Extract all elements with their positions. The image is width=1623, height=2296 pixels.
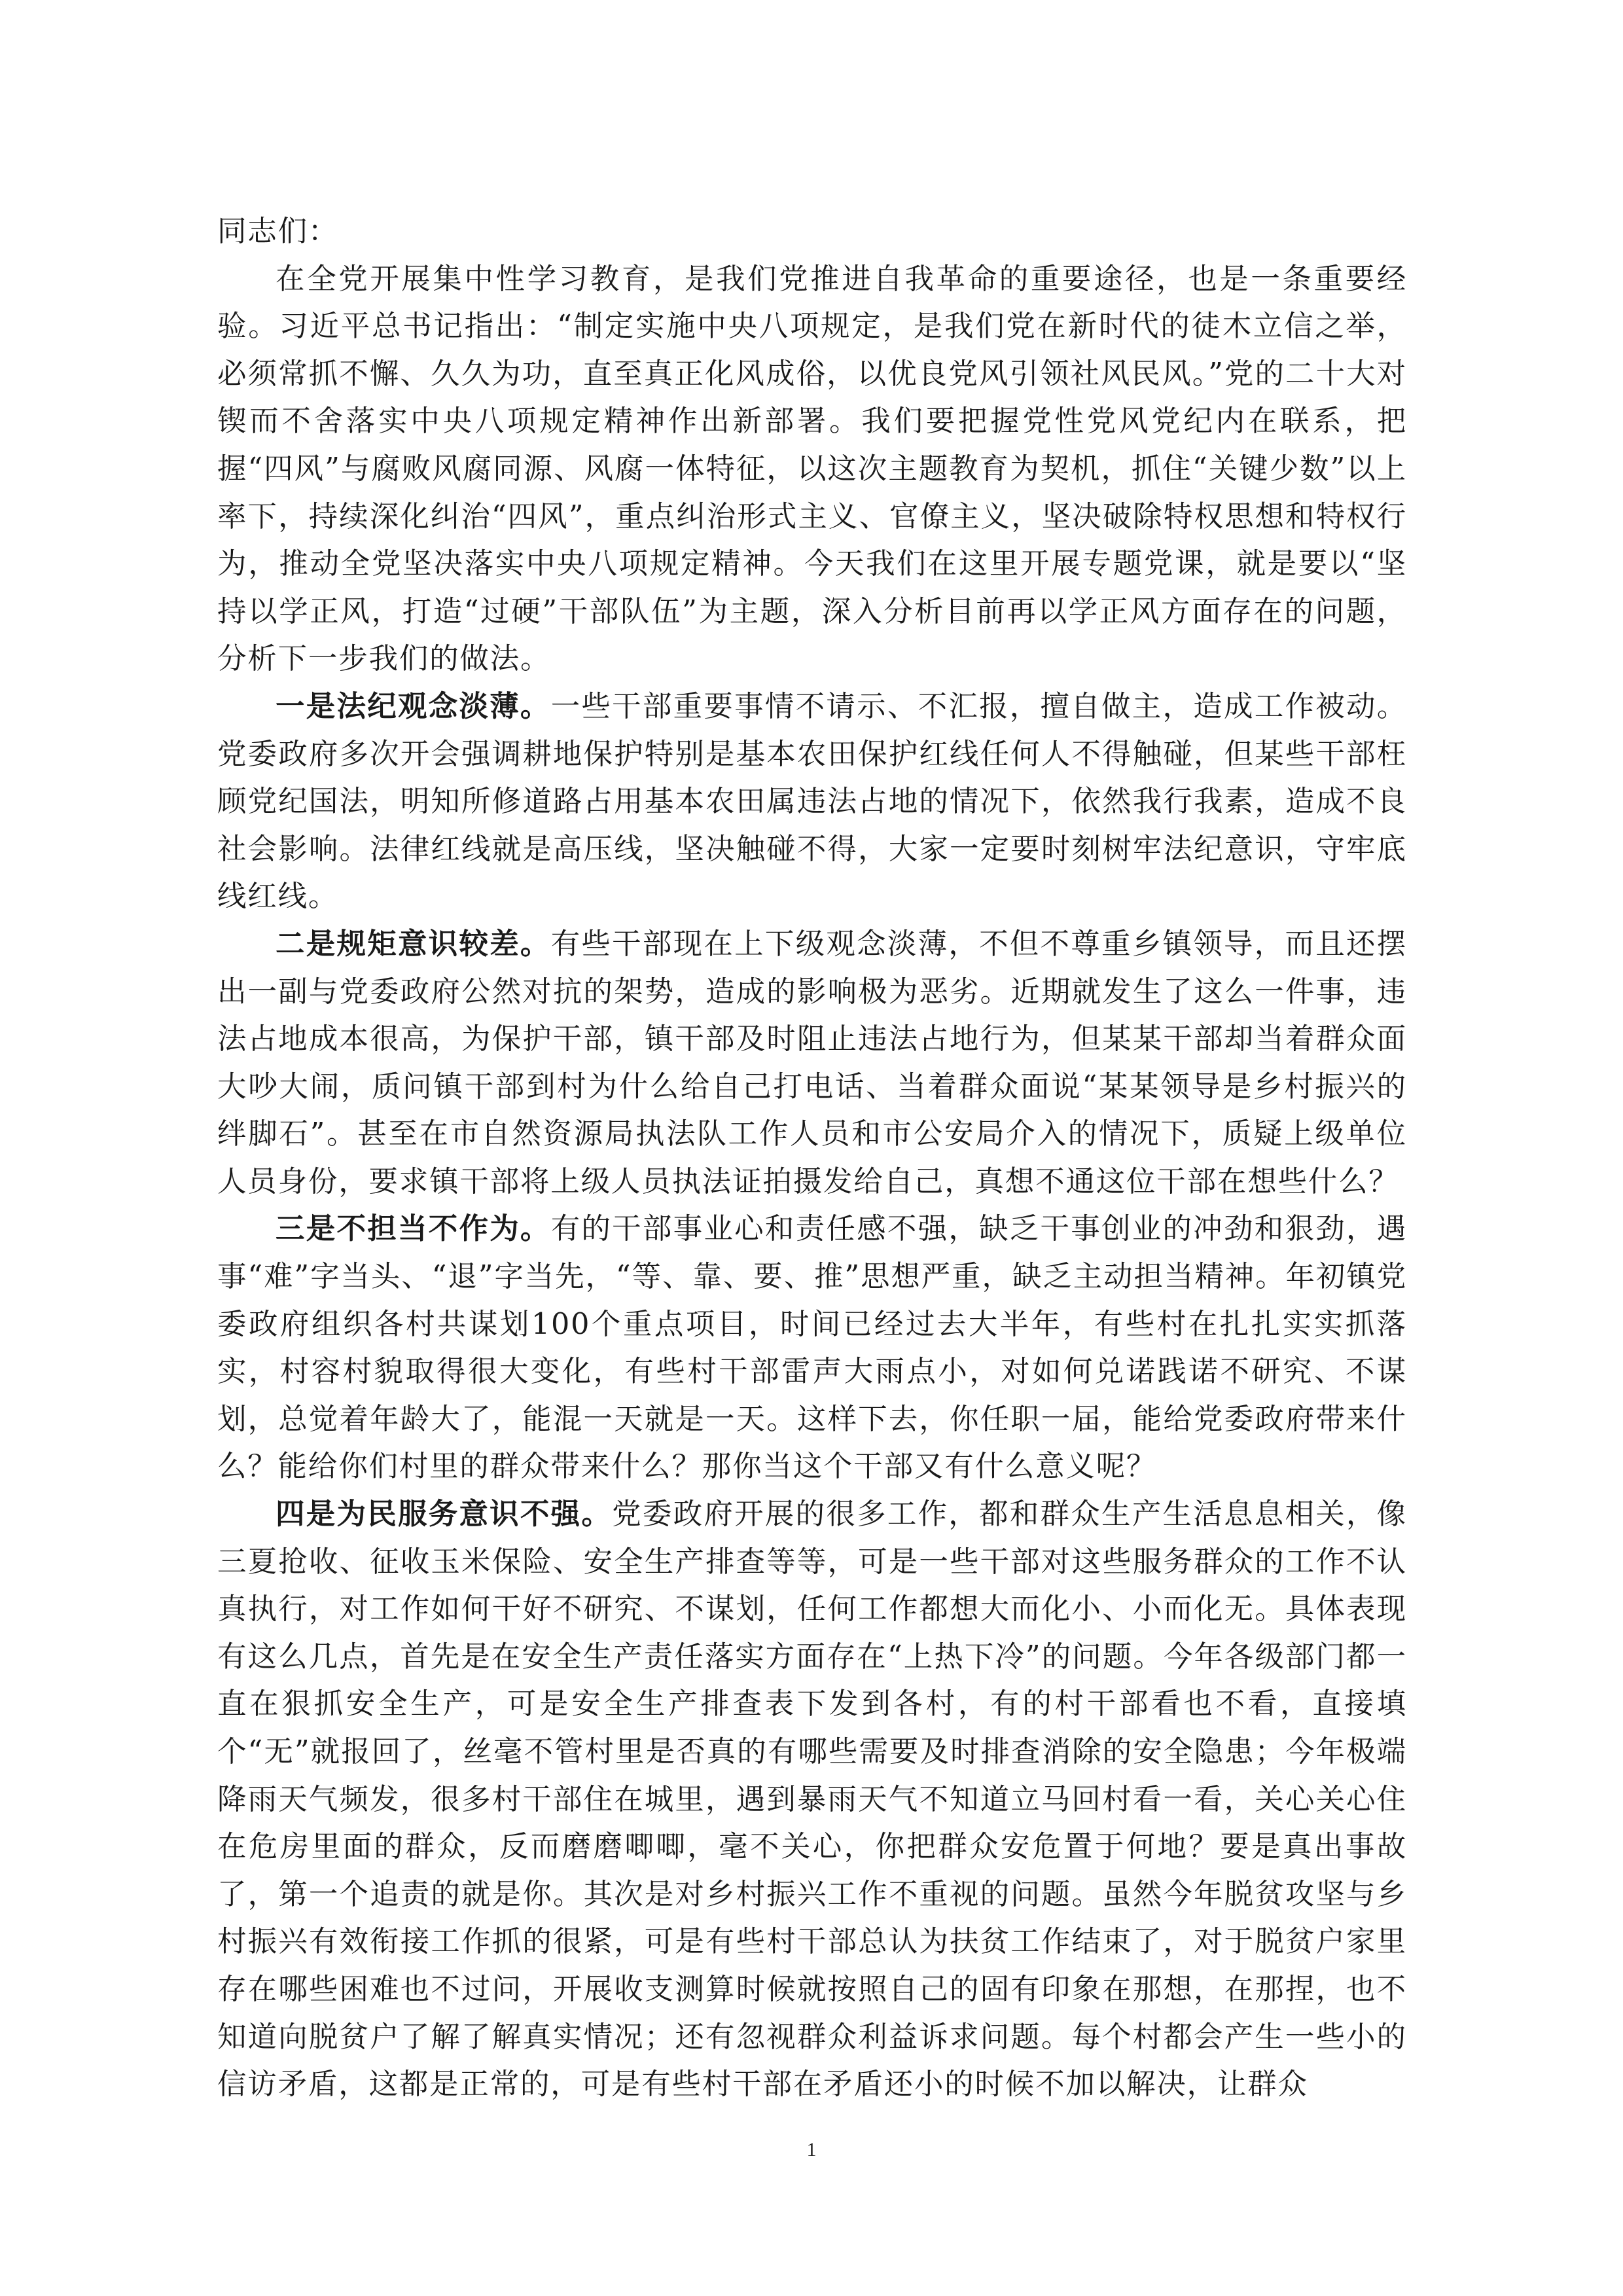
salutation: 同志们： bbox=[217, 215, 339, 248]
section-heading-4: 四是为民服务意识不强。 bbox=[276, 1498, 613, 1532]
section-heading-3: 三是不担当不作为。 bbox=[276, 1212, 551, 1246]
intro-paragraph: 在全党开展集中性学习教育，是我们党推进自我革命的重要途径，也是一条重要经验。习近平总书记指出：“制定实施中央八项规定，是我们党在新时代的徒木立信之举，必须常抓不懈、久久为功，直至真正化风成俗，以优良党风引领社风民风。”党的二十大对锲而不舍落实中央八项规定精神作出新部署。我们要把握党性党风党纪内在联系，把握“四风”与腐败风腐同源、风腐一体特征，以这次主题教育为契机，抓住“关键少数”以上率下，持续深化纠治“四风”，重点纠治形式主义、官僚主义，坚决破除特权思想和特权行为，推动全党坚决落实中央八项规定精神。今天我们在这里开展专题党课，就是要以“坚持以学正风，打造“过硬”干部队伍”为主题，深入分析目前再以学正风方面存在的问题，分析下一步我们的做法。 bbox=[217, 262, 1407, 676]
section-paragraph-4 bbox=[217, 1491, 1407, 2109]
section-body-1: 一些干部重要事情不请示、不汇报，擅自做主，造成工作被动。党委政府多次开会强调耕地保护特别是基本农田保护红线任何人不得触碰，但某些干部枉顾党纪国法，明知所修道路占用基本农田属违法占地的情况下，依然我行我素，造成不良社会影响。法律红线就是高压线，坚决触碰不得，大家一定要时刻树牢法纪意识，守牢底线红线。 bbox=[217, 689, 1408, 914]
section-paragraph-1 bbox=[217, 683, 1407, 921]
document-body bbox=[217, 208, 1407, 2109]
section-body-2: 有些干部现在上下级观念淡薄，不但不尊重乡镇领导，而且还摆出一副与党委政府公然对抗的架势，造成的影响极为恶劣。近期就发生了这么一件事，违法占地成本很高，为保护干部，镇干部及时阻止违法占地行为，但某某干部却当着群众面大吵大闹，质问镇干部到村为什么给自己打电话、当着群众面说“某某领导是乡村振兴的绊脚石”。甚至在市自然资源局执法队工作人员和市公安局介入的情况下，质疑上级单位人员身份，要求镇干部将上级人员执法证拍摄发给自己，真想不通这位干部在想些什么？ bbox=[217, 927, 1408, 1198]
section-body-4: 党委政府开展的很多工作，都和群众生产生活息息相关，像三夏抢收、征收玉米保险、安全生产排查等等，可是一些干部对这些服务群众的工作不认真执行，对工作如何干好不研究、不谋划，任何工作都想大而化小、小而化无。具体表现有这么几点，首先是在安全生产责任落实方面存在“上热下冷”的问题。今年各级部门都一直在狠抓安全生产，可是安全生产排查表下发到各村，有的村干部看也不看，直接填个“无”就报回了，丝毫不管村里是否真的有哪些需要及时排查消除的安全隐患；今年极端降雨天气频发，很多村干部住在城里，遇到暴雨天气不知道立马回村看一看，关心关心住在危房里面的群众，反而磨磨唧唧，毫不关心，你把群众安危置于何地？要是真出事故了，第一个追责的就是你。其次是对乡村振兴工作不重视的问题。虽然今年脱贫攻坚与乡村振兴有效衔接工作抓的很紧，可是有些村干部总认为扶贫工作结束了，对于脱贫户家里存在哪些困难也不过问，开展收支测算时候就按照自己的固有印象在那想，在那捏，也不知道向脱贫户了解了解真实情况；还有忽视群众利益诉求问题。每个村都会产生一些小的信访矛盾，这都是正常的，可是有些村干部在矛盾还小的时候不加以解决，让群众 bbox=[217, 1498, 1407, 2102]
section-body-3: 有的干部事业心和责任感不强，缺乏干事创业的冲劲和狠劲，遇事“难”字当头、“退”字当先，“等、靠、要、推”思想严重，缺乏主动担当精神。年初镇党委政府组织各村共谋划100个重点项目，时间已经过去大半年，有些村在扎扎实实抓落实，村容村貌取得很大变化，有些村干部雷声大雨点小，对如何兑诺践诺不研究、不谋划，总觉着年龄大了，能混一天就是一天。这样下去，你任职一届，能给党委政府带来什么？能给你们村里的群众带来什么？那你当这个干部又有什么意义呢？ bbox=[217, 1212, 1408, 1484]
page-number: 1 bbox=[806, 2139, 817, 2161]
section-heading-1: 一是法纪观念淡薄。 bbox=[276, 689, 551, 723]
section-paragraph-2 bbox=[217, 921, 1407, 1206]
section-heading-2: 二是规矩意识较差。 bbox=[276, 927, 551, 961]
section-paragraph-3 bbox=[217, 1206, 1407, 1491]
